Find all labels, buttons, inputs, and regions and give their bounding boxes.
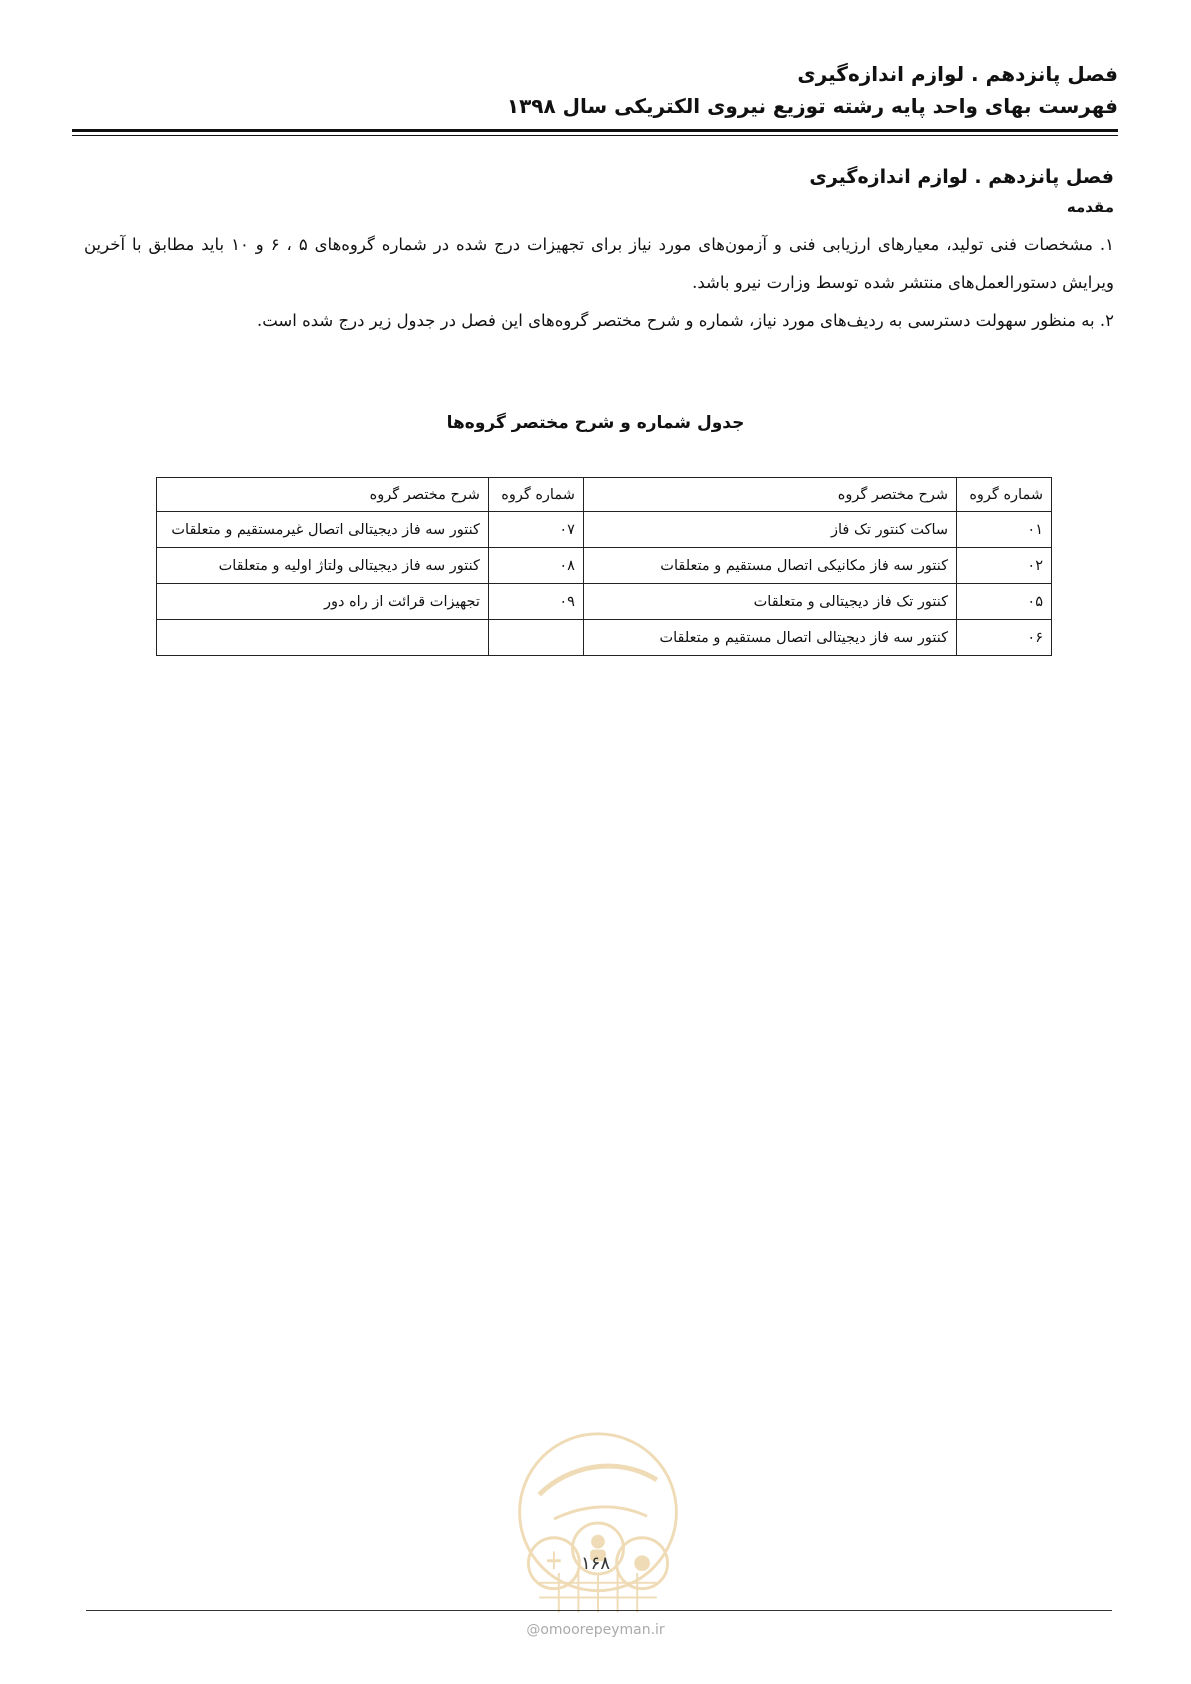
header-cell: شماره گروه bbox=[957, 478, 1052, 512]
group-description: کنتور سه فاز مکانیکی اتصال مستقیم و متعلقات bbox=[583, 548, 956, 584]
group-description: تجهیزات قرائت از راه دور bbox=[157, 584, 489, 620]
table-caption: جدول شماره و شرح مختصر گروه‌ها bbox=[446, 413, 745, 433]
website-link[interactable]: @omoorepeyman.ir bbox=[526, 1622, 665, 1638]
main-content bbox=[84, 160, 1114, 340]
header-cell: شماره گروه bbox=[488, 478, 583, 512]
group-number bbox=[488, 620, 583, 656]
footer-rule bbox=[86, 1610, 1112, 1611]
groups-table bbox=[156, 477, 1052, 656]
header-document-title: فهرست بهای واحد پایه رشته توزیع نیروی الکتریکی سال ۱۳۹۸ bbox=[506, 94, 1118, 118]
paragraph-1: ۱. مشخصات فنی تولید، معیارهای ارزیابی فنی و آزمون‌های مورد نیاز برای تجهیزات درج شده در شماره گروه‌های ۵ ، ۶ و ۱۰ باید مطابق با آخرین ویرایش دستورالعمل‌های منتشر شده توسط وزارت نیرو باشد. bbox=[84, 235, 1114, 292]
table-row bbox=[157, 620, 1052, 656]
logo-seal-icon bbox=[500, 1426, 696, 1622]
group-number: ۰۷ bbox=[488, 512, 583, 548]
table-header-row bbox=[157, 478, 1052, 512]
header-cell: شرح مختصر گروه bbox=[583, 478, 956, 512]
header-chapter-title: فصل پانزدهم . لوازم اندازه‌گیری bbox=[797, 62, 1118, 86]
page-header bbox=[72, 58, 1118, 122]
group-number: ۰۱ bbox=[957, 512, 1052, 548]
table-row bbox=[157, 584, 1052, 620]
group-description: کنتور سه فاز دیجیتالی اتصال غیرمستقیم و متعلقات bbox=[157, 512, 489, 548]
group-number: ۰۸ bbox=[488, 548, 583, 584]
section-title: فصل پانزدهم . لوازم اندازه‌گیری bbox=[809, 166, 1114, 188]
page-number: ۱۶۸ bbox=[580, 1553, 610, 1574]
group-number: ۰۹ bbox=[488, 584, 583, 620]
table-row bbox=[157, 512, 1052, 548]
group-description: ساکت کنتور تک فاز bbox=[583, 512, 956, 548]
group-number: ۰۶ bbox=[957, 620, 1052, 656]
header-rule-thick bbox=[72, 129, 1118, 132]
table-row bbox=[157, 548, 1052, 584]
group-description: کنتور تک فاز دیجیتالی و متعلقات bbox=[583, 584, 956, 620]
group-number: ۰۵ bbox=[957, 584, 1052, 620]
header-rule-thin bbox=[72, 135, 1118, 136]
group-number: ۰۲ bbox=[957, 548, 1052, 584]
group-description: کنتور سه فاز دیجیتالی ولتاژ اولیه و متعلقات bbox=[157, 548, 489, 584]
paragraph-2: ۲. به منظور سهولت دسترسی به ردیف‌های مورد نیاز، شماره و شرح مختصر گروه‌های این فصل در جدول زیر درج شده است. bbox=[256, 311, 1114, 330]
header-cell: شرح مختصر گروه bbox=[157, 478, 489, 512]
group-description: کنتور سه فاز دیجیتالی اتصال مستقیم و متعلقات bbox=[583, 620, 956, 656]
group-description bbox=[157, 620, 489, 656]
intro-heading: مقدمه bbox=[1066, 198, 1114, 216]
